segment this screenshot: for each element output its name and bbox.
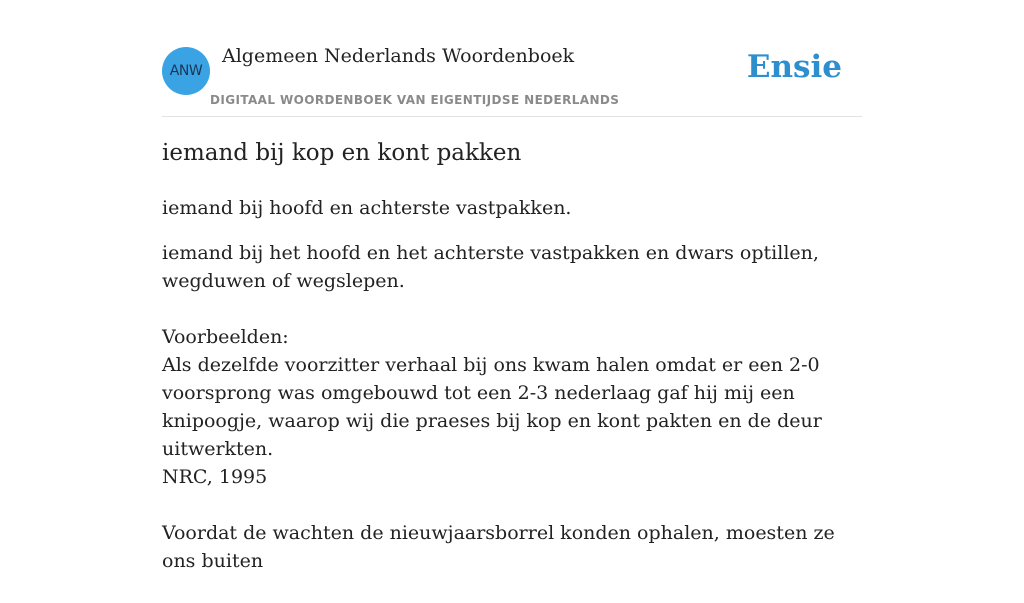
ensie-logo[interactable]: Ensie [746, 49, 842, 85]
entry-explanation: iemand bij het hoofd en het achterste vastpakken en dwars optillen, wegduwen of wegslepen. [162, 242, 819, 292]
examples-label: Voorbeelden: [162, 326, 289, 348]
site-header [162, 0, 862, 117]
site-title[interactable]: Algemeen Nederlands Woordenboek [222, 45, 575, 67]
example-quote: Voordat de wachten de nieuwjaarsborrel konden ophalen, moesten ze ons buiten [162, 522, 835, 572]
entry-definition: iemand bij hoofd en achterste vastpakken. [162, 197, 572, 219]
page [162, 0, 862, 572]
examples-section [162, 323, 862, 603]
anw-logo[interactable] [162, 47, 210, 95]
site-subtitle: DIGITAAL WOORDENBOEK VAN EIGENTIJDSE NEDERLANDS [210, 93, 620, 107]
example-item [162, 519, 862, 575]
example-item [162, 351, 862, 491]
example-quote: Als dezelfde voorzitter verhaal bij ons kwam halen omdat er een 2-0 voorsprong was omgebouwd tot een 2-3 nederlaag gaf hij mij een knipoogje, waarop wij die praeses bij kop en kont pakten en de deur uitwerkten. [162, 354, 822, 460]
example-source: NRC, 1995 [162, 466, 268, 488]
logo-text: ANW [169, 63, 203, 79]
entry-title: iemand bij kop en kont pakken [162, 140, 522, 166]
